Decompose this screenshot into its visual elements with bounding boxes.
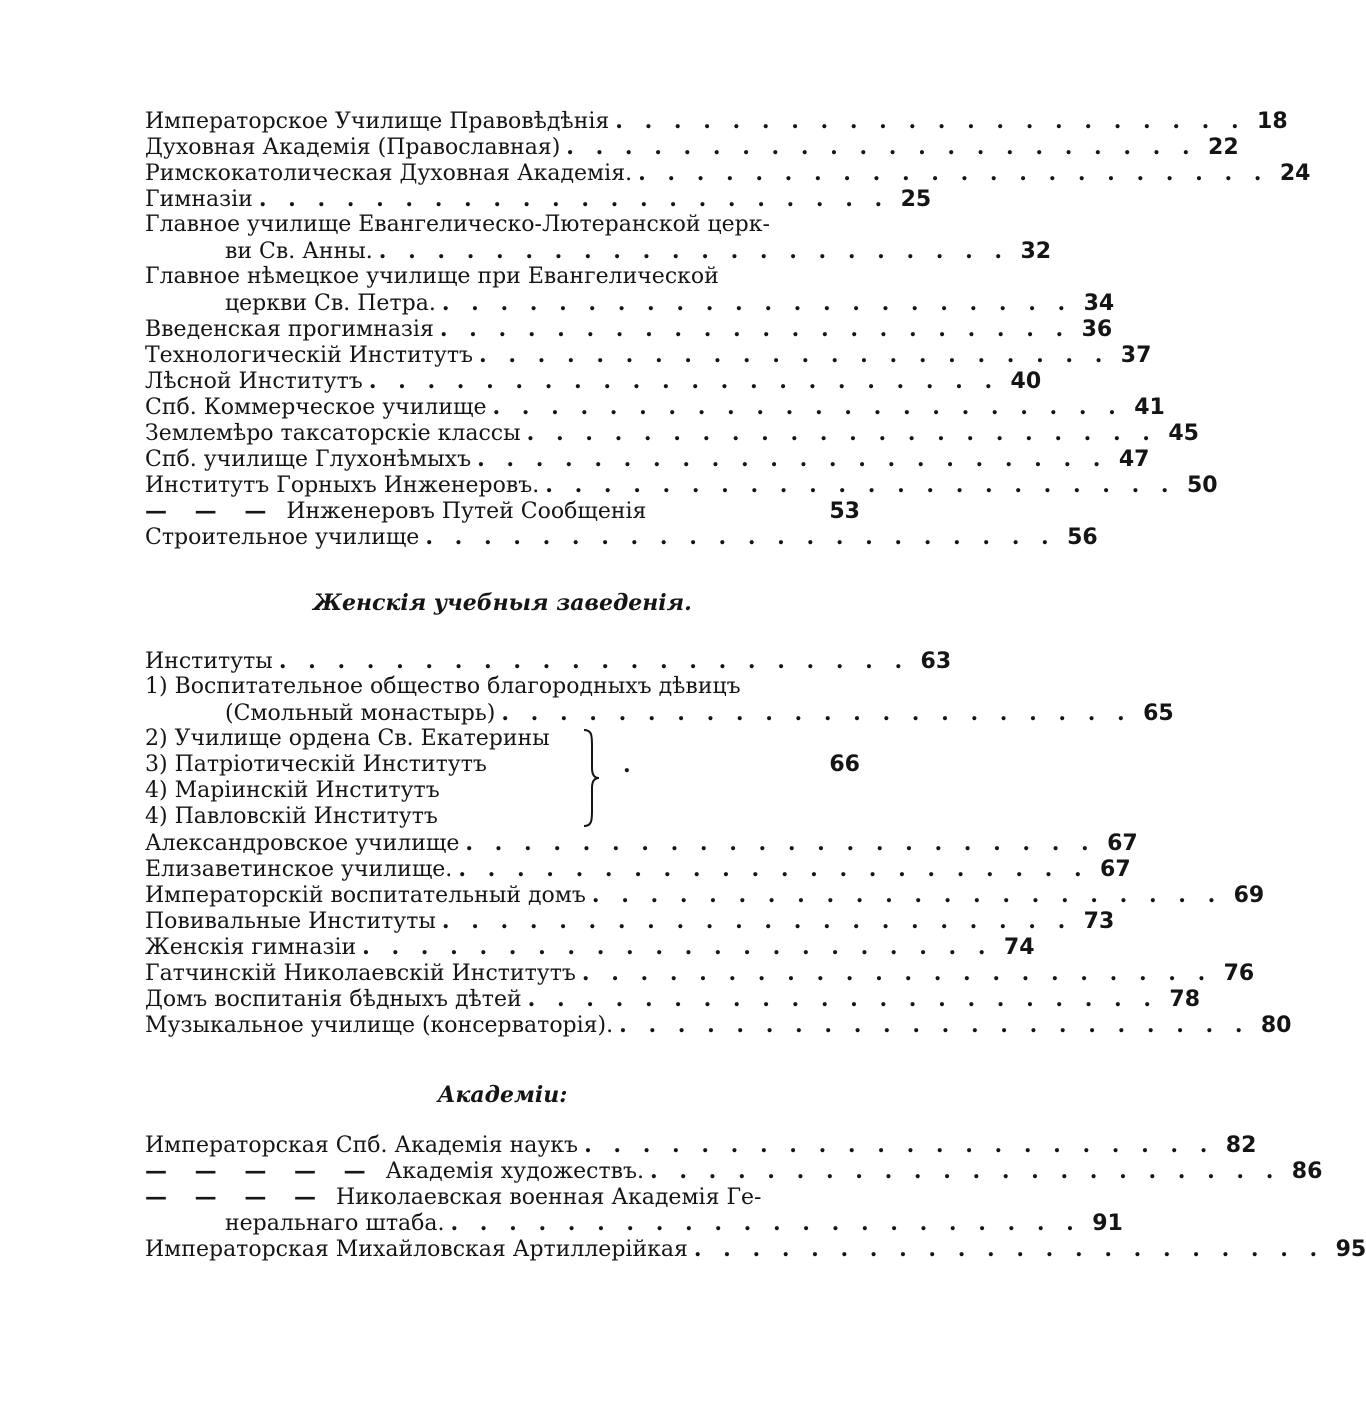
toc-entry[interactable]: Лѣсной Институтъ . . . . . . . . . . . . . . . . . . . . . . 40 [145,368,1042,394]
toc-entry-line1[interactable]: Главное нѣмецкое училище при Евангелической [145,264,719,289]
toc-entry-line2[interactable]: ви Св. Анны. . . . . . . . . . . . . . . . . . . . . . . 32 [225,238,1052,264]
page-number: 74 [1003,935,1035,960]
toc-entry[interactable]: 4) Павловскій Институтъ [145,804,438,829]
page-number: 65 [1143,701,1174,726]
toc-entry[interactable]: Технологическій Институтъ . . . . . . . . . . . . . . . . . . . . . . 37 [145,342,1152,368]
toc-entry[interactable]: Институтъ Горныхъ Инженеровъ. . . . . . . . . . . . . . . . . . . . . . . 50 [145,472,1218,498]
toc-entry[interactable]: Елизаветинское училище. . . . . . . . . . . . . . . . . . . . . . . 67 [145,856,1131,882]
toc-entry[interactable]: Женскія гимназіи . . . . . . . . . . . . . . . . . . . . . . 74 [145,934,1035,960]
page-number: 45 [1168,421,1199,446]
toc-entry[interactable]: 2) Училище ордена Св. Екатерины [145,726,550,751]
page-number: 50 [1186,473,1218,498]
toc-entry[interactable]: Спб. Коммерческое училище . . . . . . . . . . . . . . . . . . . . . . 41 [145,394,1165,420]
right-brace [582,726,600,830]
toc-entry-line2[interactable]: церкви Св. Петра. . . . . . . . . . . . . . . . . . . . . . . 34 [225,290,1115,316]
page-number: 91 [1092,1211,1123,1236]
page-number: 56 [1067,525,1098,550]
toc-entry[interactable]: — — — — — Академія художествъ. . . . . . . . . . . . . . . . . . . . . . . 86 [145,1158,1323,1184]
section-3-list [145,1132,1366,1262]
page-number: 67 [1107,831,1138,856]
page-number: 40 [1010,369,1042,394]
page-number: 25 [900,187,932,212]
toc-entry[interactable]: Гатчинскій Николаевскій Институтъ . . . . . . . . . . . . . . . . . . . . . . 76 [145,960,1255,986]
toc-entry[interactable]: Императорская Михайловская Артиллерійкая . . . . . . . . . . . . . . . . . . . . . . 95 [145,1236,1366,1262]
toc-entry[interactable]: Повивальные Институты . . . . . . . . . . . . . . . . . . . . . . 73 [145,908,1115,934]
page-number: 34 [1083,291,1115,316]
page-number: 41 [1134,395,1165,420]
toc-entry[interactable]: Императорское Училище Правовѣдѣнія . . . . . . . . . . . . . . . . . . . . . . 18 [145,108,1288,134]
toc-entry[interactable]: Римскокатолическая Духовная Академія. . . . . . . . . . . . . . . . . . . . . . . 24 [145,160,1311,186]
ditto-dashes: — — — — [145,1184,326,1210]
page-number: 80 [1260,1013,1292,1038]
table-of-contents [145,108,1366,1262]
page-number: 73 [1083,909,1115,934]
toc-entry[interactable]: — — — Инженеровъ Путей Сообщенія 53 [145,498,860,524]
toc-entry[interactable]: Духовная Академія (Православная) . . . . . . . . . . . . . . . . . . . . . . 22 [145,134,1239,160]
ditto-dashes: — — — [145,498,277,524]
bracketed-group: 2) Училище ордена Св. Екатерины 3) Патріотическій Институтъ 4) Маріинскій Институтъ 4) Павловскій Институтъ . 66 [145,726,860,829]
ditto-dashes: — — — — — [145,1158,376,1184]
toc-entry-line1[interactable]: Главное училище Евангелическо-Лютеранской церк- [145,212,770,237]
toc-entry-line1[interactable]: — — — — Николаевская военная Академія Ге- [145,1184,762,1210]
toc-entry[interactable]: Императорскій воспитательный домъ . . . . . . . . . . . . . . . . . . . . . . 69 [145,882,1265,908]
toc-entry[interactable]: Императорская Спб. Академія наукъ . . . . . . . . . . . . . . . . . . . . . . 82 [145,1132,1257,1158]
section-2-list [145,648,1292,1038]
page-number: 95 [1335,1237,1366,1262]
toc-entry[interactable]: Введенская прогимназія . . . . . . . . . . . . . . . . . . . . . . 36 [145,316,1113,342]
section-3-heading: Академіи: [437,1082,568,1108]
page-number: 69 [1233,883,1265,908]
page-number: 18 [1257,109,1288,134]
toc-entry[interactable]: 4) Маріинскій Институтъ [145,778,440,803]
toc-entry[interactable]: Домъ воспитанія бѣдныхъ дѣтей . . . . . . . . . . . . . . . . . . . . . . 78 [145,986,1201,1012]
page-number: 82 [1225,1133,1257,1158]
toc-entry-line2[interactable]: неральнаго штаба. . . . . . . . . . . . . . . . . . . . . . . 91 [225,1210,1123,1236]
toc-entry[interactable]: Александровское училище . . . . . . . . . . . . . . . . . . . . . . 67 [145,830,1138,856]
page-number: 66 [829,752,860,777]
page-number: 22 [1208,135,1239,160]
page-number: 36 [1081,317,1113,342]
toc-entry[interactable]: Землемѣро таксаторскіе классы . . . . . . . . . . . . . . . . . . . . . . 45 [145,420,1199,446]
page-number: 86 [1291,1159,1323,1184]
page-number: 37 [1120,343,1152,368]
section-2-heading: Женскія учебныя заведенія. [313,590,692,616]
toc-entry[interactable]: Институты . . . . . . . . . . . . . . . . . . . . . . 63 [145,648,952,674]
page-number: 67 [1100,857,1131,882]
toc-entry-line1[interactable]: 1) Воспитательное общество благородныхъ дѣвицъ [145,674,741,699]
page-number: 32 [1020,239,1052,264]
page-number: 24 [1279,161,1311,186]
section-1-list [145,108,1311,550]
toc-entry-line2[interactable]: (Смольный монастырь) . . . . . . . . . . . . . . . . . . . . . . 65 [225,700,1174,726]
toc-entry[interactable]: Гимназіи . . . . . . . . . . . . . . . . . . . . . . 25 [145,186,932,212]
page-number: 76 [1223,961,1255,986]
toc-entry[interactable]: Строительное училище . . . . . . . . . . . . . . . . . . . . . . 56 [145,524,1098,550]
page-number: 63 [920,649,952,674]
toc-entry[interactable]: Спб. училище Глухонѣмыхъ . . . . . . . . . . . . . . . . . . . . . . 47 [145,446,1150,472]
page-number: 53 [829,499,860,524]
page-number: 47 [1118,447,1150,472]
toc-entry[interactable]: Музыкальное училище (консерваторія). . . . . . . . . . . . . . . . . . . . . . . 80 [145,1012,1292,1038]
page-number: 78 [1169,987,1201,1012]
toc-entry[interactable]: 3) Патріотическій Институтъ [145,752,487,777]
